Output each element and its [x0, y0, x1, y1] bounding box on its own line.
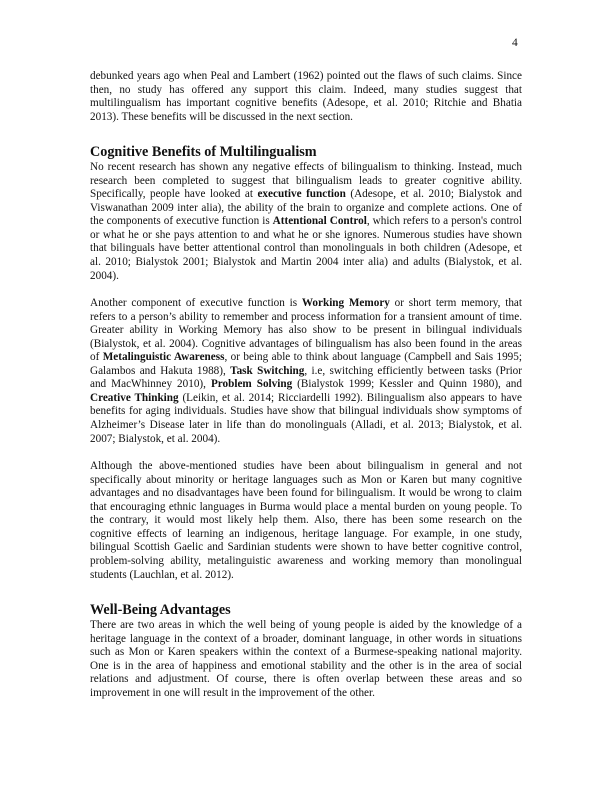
paragraph-cognitive-2 [90, 297, 522, 446]
text-run: (Leikin, et al. 2014; Ricciardelli 1992). Bilingualism also appears to have benefits for aging individuals. Studies have show that bilingual individuals show symptoms of Alzheimer’s Disease later in life than do monolinguals (Alladi, et al. 2013; Bialystok, et al. 2007; Bialystok, et al. 2004). [90, 391, 522, 445]
paragraph-cognitive-3: Although the above-mentioned studies have been about bilingualism in general and not specifically about minority or heritage languages such as Mon or Karen but many cognitive advantages and no disadvantages have been found for bilingualism. It would be wrong to claim that encouraging ethnic languages in Burma would place a mental burden on young people. To the contrary, it would most likely help them. Also, there has been some research on the cognitive effects of learning an indigenous, heritage language. For example, in one study, bilingual Scottish Gaelic and Sardinian students were shown to have better cognitive control, problem-solving ability, metalinguistic awareness and working memory than monolingual students (Lauchlan, et al. 2012). [90, 460, 522, 581]
term-task-switching: Task Switching [230, 364, 305, 377]
text-run: , which refers to a person's control or what he or she pays attention to and what he or she ignores. Numerous studies have shown that bilinguals have better attentional control than monolinguals in both children (Adesope, et al. 2010; Bialystok 2001; Bialystok and Martin 2004 inter alia) and adults (Bialystok, et al. 2004). [90, 215, 523, 282]
term-working-memory: Working Memory [301, 297, 390, 310]
text-run: (Bialystok 1999; Kessler and Quinn 1980), and [292, 378, 522, 391]
page-number: 4 [512, 37, 518, 49]
term-problem-solving: Problem Solving [210, 378, 293, 391]
section-heading-wellbeing: Well-Being Advantages [90, 602, 231, 619]
text-run: No recent research has shown any negative effects of bilingualism to thinking. Instead, much research been completed to suggest that bilingualism leads to greater cognitive ability. Specifically, people have looked at [90, 161, 522, 201]
document-body [90, 70, 522, 700]
text-run: Another component of executive function is [90, 297, 302, 310]
text-run: or short term memory, that refers to a person’s ability to remember and process information for a transient amount of time. Greater ability in Working Memory has also show to be present in bilingual individuals (Bialystok, et al. 2004). Cognitive advantages of bilingualism has also been found in the areas of [90, 297, 522, 364]
term-metalinguistic-awareness: Metalinguistic Awareness [102, 351, 225, 364]
text-run: , or being able to think about language (Campbell and Sais 1995; Galambos and Hakuta 1988), [90, 351, 522, 377]
term-executive-function: executive function [257, 188, 346, 201]
text-run: , i.e, switching efficiently between tasks (Prior and MacWhinney 2010), [90, 364, 523, 391]
paragraph-cognitive-1 [90, 161, 522, 283]
term-attentional-control: Attentional Control [272, 215, 367, 228]
text-run: (Adesope, et al. 2010; Bialystok and Viswanathan 2009 inter alia), the ability of the brain to organize and complete actions. One of the components of executive function is [90, 188, 522, 228]
term-creative-thinking: Creative Thinking [90, 391, 179, 404]
paragraph-wellbeing-1: There are two areas in which the well being of young people is aided by the knowledge of a heritage language in the context of a broader, dominant language, in other words in situations such as Mon or Karen speakers within the context of a Burmese-speaking national majority. One is in the area of happiness and emotional stability and the other is in the area of social relations and adjustment. Of course, there is often overlap between these areas and so improvement in one will result in the improvement of the other. [90, 619, 522, 699]
section-heading-cognitive: Cognitive Benefits of Multilingualism [90, 144, 317, 161]
paragraph-intro: debunked years ago when Peal and Lambert (1962) pointed out the flaws of such claims. Since then, no study has offered any support this claim. Indeed, many studies suggest that multilingualism has important cognitive benefits (Adesope, et al. 2010; Ritchie and Bhatia 2013). These benefits will be discussed in the next section. [90, 70, 522, 123]
